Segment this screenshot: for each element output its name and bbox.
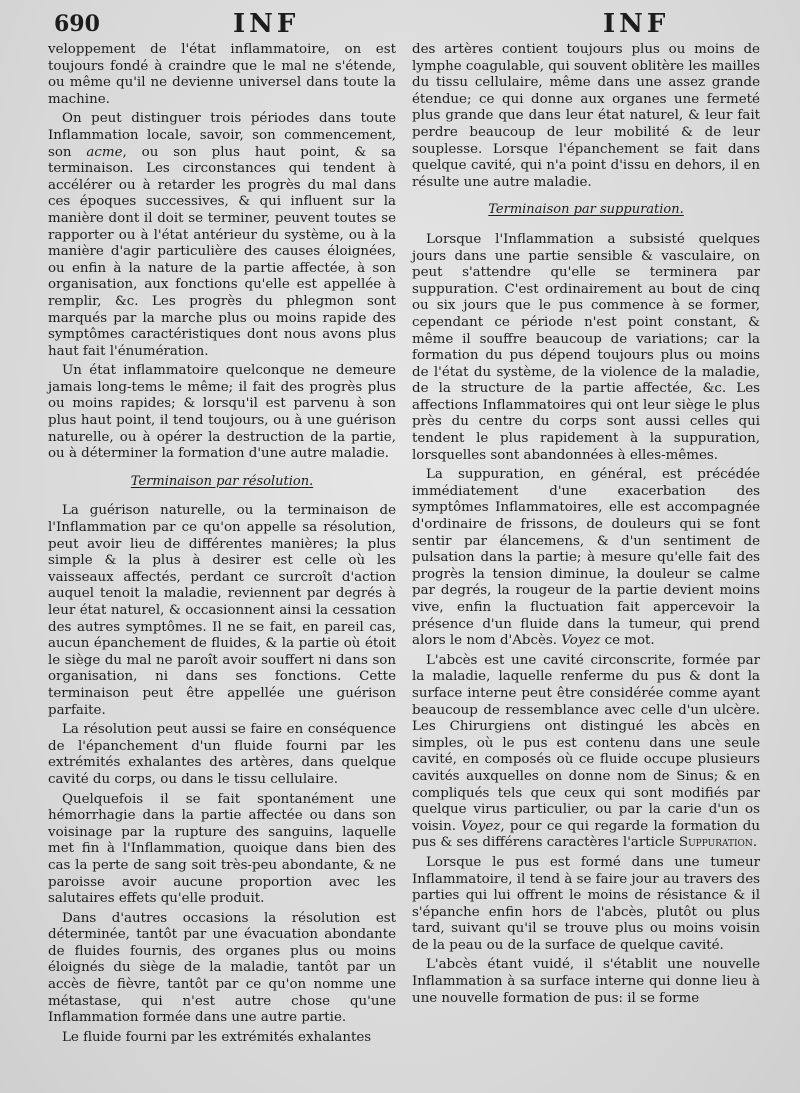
- right-column: [412, 42, 760, 1049]
- paragraph: L'abcès étant vuidé, il s'établit une nouvelle Inflammation à sa surface interne qui donne lieu à une nouvelle formation de pus: il se forme: [412, 957, 760, 1006]
- cross-reference: Voyez: [461, 818, 501, 834]
- paragraph: Dans d'autres occasions la résolution est déterminée, tantôt par une évacuation abondante de fluides fournis, des organes plus ou moins éloignés du siège de la maladie, tantôt par un accès de fièvre, tantôt par ce qu'on nomme une métastase, qui n'est autre chose qu'une Inflammation formée dans une autre partie.: [48, 910, 396, 1026]
- paragraph: des artères contient toujours plus ou moins de lymphe coagulable, qui souvent oblitère les mailles du tissu cellulaire, même dans une assez grande étendue; ce qui donne aux organes une fermeté plus grande que dans leur état naturel, & leur fait perdre beaucoup de leur mobilité & de leur souplesse. Lorsque l'épanchement se fait dans quelque cavité, qui n'a point d'issu en dehors, il en résulte une autre maladie.: [412, 42, 761, 190]
- paragraph: Quelquefois il se fait spontanément une hémorrhagie dans la partie affectée ou dans son voisinage par la rupture des sanguins, laquelle met fin à l'Inflammation, quoique dans bien des cas la perte de sang soit très-peu abondante, & ne paroisse avoir aucune proportion avec les salutaires effets qu'elle produit.: [48, 791, 396, 907]
- paragraph: veloppement de l'état inflammatoire, on est toujours fondé à craindre que le mal ne s'étende, ou même qu'il ne devienne universel dans toute la machine.: [48, 42, 396, 107]
- cross-reference: Voyez: [561, 633, 601, 649]
- italic-term: acme: [86, 144, 123, 160]
- text-columns: [48, 42, 760, 1049]
- paragraph: Le fluide fourni par les extrémités exhalantes: [62, 1029, 372, 1045]
- paragraph: Lorsque le pus est formé dans une tumeur Inflammatoire, il tend à se faire jour au travers des parties qui lui offrent le moins de résistance & il s'épanche enfin hors de l'abcès, plutôt ou plus tard, suivant qu'il se trouve plus ou moins voisin de la peau ou de la surface de quelque cavité.: [412, 854, 760, 953]
- paragraph: Lorsque l'Inflammation a subsisté quelques jours dans une partie sensible & vasculaire, on peut s'attendre qu'elle se terminera par suppuration. C'est ordinairement au bout de cinq ou six jours que le pus commence à se former, cependant ce période n'est point constant, & même il souffre beaucoup de variations; car la formation du pus dépend toujours plus ou moins de l'état du système, de la violence de la maladie, de la structure de la partie affectée, &c. Les affections Inflammatoires qui ont leur siège le plus près du centre du corps sont aussi celles qui tendent le plus rapidement à la suppuration, lorsquelles sont abandonnées à elles-mêmes.: [412, 231, 760, 463]
- section-heading: Terminaison par résolution.: [130, 473, 314, 489]
- paragraph: L'abcès est une cavité circonscrite, formée par la maladie, laquelle renferme du pus & dont la surface interne peut être considérée comme ayant beaucoup de ressemblance avec celle d'un ulcère. Les Chirurgiens ont distingué les abcès en simples, où le pus est contenu dans une seule cavité, en composés où ce fluide occupe plusieurs cavités auxquelles on donne nom de Sinus; & en compliqués tels que ceux qui sont modifiés par quelque virus particulier, ou par la carie d'un os voisin. Voyez, pour ce qui regarde la formation du pus & ses différens caractères l'article Suppuration.: [412, 652, 760, 851]
- running-header: [48, 8, 760, 40]
- paragraph: La résolution peut aussi se faire en conséquence de l'épanchement d'un fluide fourni par les extrémités exhalantes des artères, dans quelque cavité du corps, ou dans le tissu cellulaire.: [48, 722, 396, 787]
- left-column: [48, 42, 396, 1049]
- paragraph: La suppuration, en général, est précédée immédiatement d'une exacerbation des symptômes Inflammatoires, elle est accompagnée d'ordinaire de frissons, de douleurs qui se font sentir par élancemens, & d'un sentiment de pulsation dans la partie; à mesure qu'elle fait des progrès la tension diminue, la douleur se calme par degrés, la rougeur de la partie devient moins vive, enfin la fluctuation fait appercevoir la présence d'un fluide dans la tumeur, qui prend alors le nom d'Abcès. Voyez ce mot.: [412, 467, 760, 649]
- header-left-title: INF: [233, 9, 300, 39]
- section-heading: Terminaison par suppuration.: [488, 202, 684, 218]
- paragraph: Un état inflammatoire quelconque ne demeure jamais long-tems le même; il fait des progrès plus ou moins rapides; & lorsqu'il est parvenu à son plus haut point, il tend toujours, ou à une guérison naturelle, ou à opérer la destruction de la partie, ou à déterminer la formation d'une autre maladie.: [48, 363, 396, 462]
- paragraph: La guérison naturelle, ou la terminaison de l'Inflammation par ce qu'on appelle sa résolution, peut avoir lieu de différentes manières; la plus simple & la plus à desirer est celle où les vaisseaux affectés, perdant ce surcroît d'action auquel tenoit la maladie, reviennent par degrés à leur état naturel, & occasionnent ainsi la cessation des autres symptômes. Il ne se fait, en pareil cas, aucun épanchement de fluides, & la partie où étoit le siège du mal ne paroît avoir souffert ni dans son organisation, ni dans ses fonctions. Cette terminaison peut être appellée une guérison parfaite.: [48, 503, 396, 718]
- header-right-title: INF: [603, 9, 670, 39]
- article-reference: Suppuration: [678, 835, 753, 851]
- page-number: 690: [54, 11, 100, 37]
- paragraph: On peut distinguer trois périodes dans toute Inflammation locale, savoir, son commencement, son acme, ou son plus haut point, & sa terminaison. Les circonstances qui tendent à accélérer ou à retarder les progrès du mal dans ces époques successives, & qui influent sur la manière dont il doit se terminer, peuvent toutes se rapporter ou à l'état antérieur du système, ou à la manière d'agir particulière des causes éloignées, ou enfin à la nature de la partie affectée, à son organisation, aux fonctions qu'elle est appellée à remplir, &c. Les progrès du phlegmon sont marqués par la marche plus ou moins rapide des symptômes caractéristiques dont nous avons plus haut fait l'énumération.: [48, 111, 396, 359]
